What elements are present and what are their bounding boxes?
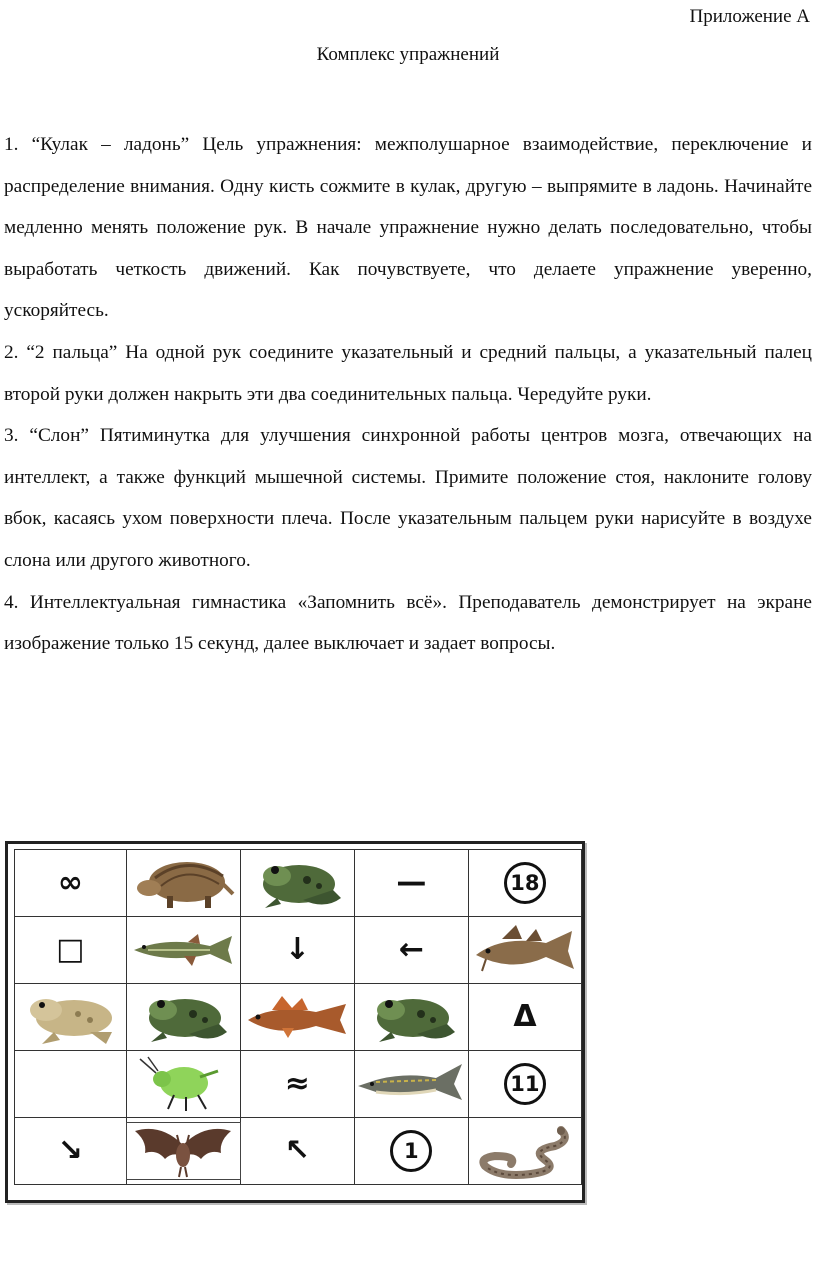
page-title: Комплекс упражнений: [316, 44, 500, 65]
grid-cell: [15, 1051, 127, 1118]
toad-icon: [15, 988, 126, 1046]
grid-cell: [240, 984, 354, 1051]
grid-cell: [240, 917, 354, 984]
grid-row: [15, 917, 582, 984]
grid-cell: [126, 1051, 240, 1118]
grid-cell: [354, 850, 468, 917]
grid-symbol: ↓: [284, 932, 310, 967]
grid-cell: [354, 1051, 468, 1118]
grid-cell: [240, 1118, 354, 1185]
grid-row: [15, 850, 582, 917]
circled-number: 1: [390, 1130, 432, 1172]
sturgeon-icon: [355, 1060, 468, 1108]
bat-icon: [127, 1123, 240, 1179]
grid-cell: [468, 850, 581, 917]
frog-icon: [355, 988, 468, 1046]
grid-cell: [126, 1118, 240, 1185]
armadillo-icon: [127, 854, 240, 912]
grid-cell: [240, 1051, 354, 1118]
snake-icon: [469, 1122, 581, 1180]
frog-icon: [241, 854, 354, 912]
cod-icon: [469, 921, 581, 979]
grid-cell: [15, 850, 127, 917]
circled-number: 18: [504, 862, 546, 904]
grid-row: [15, 984, 582, 1051]
grid-symbol: ↘: [57, 1133, 83, 1168]
grid-cell: [354, 984, 468, 1051]
circled-number: 11: [504, 1063, 546, 1105]
aphid-icon: [127, 1055, 240, 1113]
perch-icon: [241, 992, 354, 1042]
grid-cell: [15, 1118, 127, 1185]
memory-grid-frame: [5, 841, 585, 1203]
grid-symbol: ≈: [284, 1066, 310, 1101]
grid-cell: [126, 984, 240, 1051]
grid-cell: [354, 917, 468, 984]
grid-cell: [15, 984, 127, 1051]
grid-cell: [468, 1051, 581, 1118]
grid-cell: [126, 917, 240, 984]
grid-cell: [240, 850, 354, 917]
exercise-4: 4. Интеллектуальная гимнастика «Запомнить всё». Преподаватель демонстрирует на экране изображение только 15 секунд, далее выключает и задает вопросы.: [4, 591, 812, 655]
grid-row: [15, 1051, 582, 1118]
exercise-3: 3. “Слон” Пятиминутка для улучшения синхронной работы центров мозга, отвечающих на интеллект, а также функций мышечной системы. Примите положение стоя, наклоните голову вбок, касаясь ухом поверхности плеча. После указательным пальцем руки нарисуйте в воздухе слона или другого животного.: [4, 425, 812, 571]
grid-cell: [354, 1118, 468, 1185]
memory-grid: [14, 849, 582, 1185]
grid-symbol: Δ: [513, 999, 537, 1034]
grid-symbol: ∞: [57, 865, 83, 900]
grid-cell: [468, 984, 581, 1051]
grid-symbol: ←: [398, 932, 424, 967]
grid-symbol: ↖: [284, 1133, 310, 1168]
grid-cell: [468, 1118, 581, 1185]
exercise-list: [4, 124, 812, 665]
pike-icon: [127, 928, 240, 972]
frog-icon: [127, 988, 240, 1046]
grid-row: [15, 1118, 582, 1185]
exercise-1: 1. “Кулак – ладонь” Цель упражнения: межполушарное взаимодействие, переключение и распределение внимания. Одну кисть сожмите в кулак, другую – выпрямите в ладонь. Начинайте медленно менять положение рук. В начале упражнение нужно делать последовательно, чтобы выработать четкость движений. Как почувствуете, что делаете упражнение уверенно, ускоряйтесь.: [4, 134, 812, 322]
grid-cell: [15, 917, 127, 984]
exercise-2: 2. “2 пальца” На одной рук соедините указательный и средний пальцы, а указательный палец второй руки должен накрыть эти два соединительных пальца. Чередуйте руки.: [4, 341, 812, 405]
grid-symbol: □: [56, 932, 85, 967]
grid-cell: [468, 917, 581, 984]
grid-cell: [126, 850, 240, 917]
grid-symbol: —: [396, 865, 427, 900]
appendix-label: Приложение А: [689, 6, 810, 27]
